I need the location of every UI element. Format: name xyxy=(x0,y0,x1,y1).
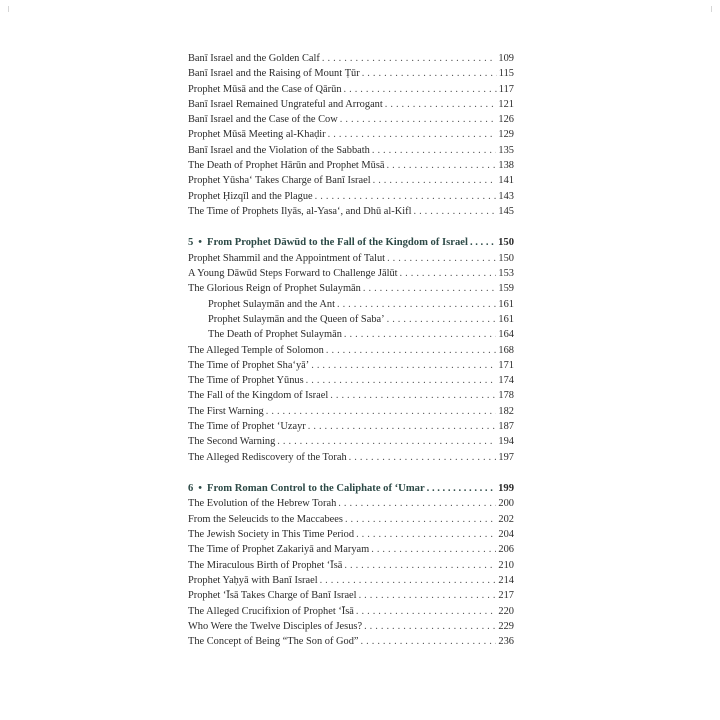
toc-entry[interactable] xyxy=(188,143,514,158)
chapter-number: 6 xyxy=(188,482,194,494)
toc-entry[interactable] xyxy=(188,373,514,388)
dot-leader xyxy=(470,235,496,251)
toc-entry-page: 145 xyxy=(498,205,514,217)
dot-leader xyxy=(413,204,496,219)
toc-group-1 xyxy=(188,51,514,219)
toc-entry-page: 171 xyxy=(498,359,514,371)
chapter-page: 150 xyxy=(498,237,514,249)
dot-leader xyxy=(326,343,497,358)
toc-entry-title: A Young Dāwūd Steps Forward to Challenge Jālūt xyxy=(188,268,398,280)
toc-entry[interactable] xyxy=(188,604,514,619)
dot-leader xyxy=(385,97,497,112)
toc-entry-title: The Evolution of the Hebrew Torah xyxy=(188,498,337,510)
toc-entry-page: 135 xyxy=(498,144,514,156)
toc-entry-title: The Jewish Society in This Time Period xyxy=(188,529,355,541)
dot-leader xyxy=(311,358,496,373)
toc-entry-page: 126 xyxy=(498,114,514,126)
toc-entry-title: The Time of Prophet Zakariyā and Maryam xyxy=(188,544,370,556)
dot-leader xyxy=(362,66,497,81)
chapter-heading-6[interactable] xyxy=(188,481,514,497)
toc-entry[interactable] xyxy=(188,634,514,649)
dot-leader xyxy=(337,297,496,312)
toc-entry-page: 161 xyxy=(498,313,514,325)
toc-entry-page: 194 xyxy=(498,436,514,448)
toc-entry[interactable] xyxy=(188,496,514,511)
dot-leader xyxy=(344,558,496,573)
toc-entry-page: 178 xyxy=(498,390,514,402)
toc-entry-page: 161 xyxy=(498,298,514,310)
toc-entry[interactable] xyxy=(188,97,514,112)
toc-entry[interactable] xyxy=(188,358,514,373)
dot-leader xyxy=(340,112,497,127)
toc-entry-title: The Glorious Reign of Prophet Sulaymān xyxy=(188,283,361,295)
dot-leader xyxy=(328,127,497,142)
toc-entry-page: 214 xyxy=(498,574,514,586)
chapter-bullet: • xyxy=(198,237,203,249)
toc-entry-page: 164 xyxy=(498,329,514,341)
toc-entry-title: Prophet Ḥizqīl and the Plague xyxy=(188,190,313,202)
toc-entry-page: 200 xyxy=(498,498,514,510)
toc-entry[interactable] xyxy=(188,558,514,573)
toc-entry-page: 206 xyxy=(498,544,514,556)
toc-entry-page: 129 xyxy=(498,129,514,141)
toc-entry[interactable] xyxy=(188,527,514,542)
dot-leader xyxy=(363,281,497,296)
toc-entry[interactable] xyxy=(188,343,514,358)
dot-leader xyxy=(359,588,497,603)
dot-leader xyxy=(371,542,496,557)
toc-entry[interactable] xyxy=(188,512,514,527)
toc-entry-page: 153 xyxy=(498,268,514,280)
toc-entry-title: Banī Israel and the Case of the Cow xyxy=(188,114,338,126)
chapter-heading-5[interactable] xyxy=(188,235,514,251)
toc-entry[interactable] xyxy=(188,542,514,557)
dot-leader xyxy=(373,173,497,188)
dot-leader xyxy=(387,158,497,173)
toc-entry-page: 117 xyxy=(498,83,514,95)
dot-leader xyxy=(387,312,497,327)
toc-entry-title: Prophet Sulaymān and the Queen of Saba’ xyxy=(208,313,385,325)
toc-entry[interactable] xyxy=(188,450,514,465)
dot-leader xyxy=(356,527,496,542)
toc-entry-page: 236 xyxy=(498,636,514,648)
dot-leader xyxy=(277,434,496,449)
toc-entry[interactable] xyxy=(188,204,514,219)
dot-leader xyxy=(338,496,496,511)
toc-entry-title: Prophet Yūsha‘ Takes Charge of Banī Israel xyxy=(188,175,371,187)
toc-entry-title: Prophet Shammil and the Appointment of Talut xyxy=(188,252,386,264)
toc-entry-title: Banī Israel and the Golden Calf xyxy=(188,53,320,64)
toc-entry-title: The First Warning xyxy=(188,405,264,417)
toc-entry-title: Banī Israel and the Raising of Mount Ṭūr xyxy=(188,68,360,80)
toc-group-3 xyxy=(188,496,514,649)
toc-group-2 xyxy=(188,251,514,465)
toc-entry[interactable] xyxy=(188,158,514,173)
toc-subentry[interactable] xyxy=(188,327,514,342)
toc-entry[interactable] xyxy=(188,251,514,266)
page-edge-mark xyxy=(711,6,712,12)
dot-leader xyxy=(315,189,497,204)
toc-entry-title: The Alleged Crucifixion of Prophet ‘Īsā xyxy=(188,605,354,617)
toc-entry-page: 210 xyxy=(498,559,514,571)
toc-entry-title: Prophet Yaḥyā with Banī Israel xyxy=(188,574,318,586)
toc-entry-page: 141 xyxy=(498,175,514,187)
toc-entry[interactable] xyxy=(188,619,514,634)
dot-leader xyxy=(344,327,497,342)
toc-entry[interactable] xyxy=(188,127,514,142)
dot-leader xyxy=(306,373,497,388)
toc-entry-title: The Miraculous Birth of Prophet ‘Īsā xyxy=(188,559,343,571)
dot-leader xyxy=(372,143,497,158)
toc-entry-title: Prophet Mūsā and the Case of Qārūn xyxy=(188,83,342,95)
dot-leader xyxy=(266,404,497,419)
toc-entry-page: 174 xyxy=(498,375,514,387)
toc-entry-title: The Time of Prophet Sha‘yā’ xyxy=(188,359,310,371)
toc-entry-page: 150 xyxy=(498,252,514,264)
toc-entry[interactable] xyxy=(188,588,514,603)
toc-entry-page: 202 xyxy=(498,513,514,525)
toc-entry[interactable] xyxy=(188,388,514,403)
table-of-contents xyxy=(188,51,514,649)
toc-entry[interactable] xyxy=(188,434,514,449)
page-edge-mark xyxy=(8,6,9,12)
toc-entry-title: The Time of Prophet ‘Uzayr xyxy=(188,421,306,433)
toc-entry-page: 187 xyxy=(498,421,514,433)
toc-entry-title: The Fall of the Kingdom of Israel xyxy=(188,390,329,402)
toc-entry-page: 182 xyxy=(498,405,514,417)
toc-entry[interactable] xyxy=(188,189,514,204)
toc-entry-page: 197 xyxy=(498,451,514,463)
toc-entry-page: 220 xyxy=(498,605,514,617)
toc-subentry[interactable] xyxy=(188,297,514,312)
toc-entry-page: 143 xyxy=(498,190,514,202)
dot-leader xyxy=(361,634,497,649)
toc-entry-page: 121 xyxy=(498,98,514,110)
toc-entry[interactable] xyxy=(188,281,514,296)
chapter-title: From Prophet Dāwūd to the Fall of the Kingdom of Israel xyxy=(207,237,468,249)
chapter-bullet: • xyxy=(198,482,203,494)
dot-leader xyxy=(400,266,497,281)
toc-entry-title: Banī Israel and the Violation of the Sabbath xyxy=(188,144,370,156)
chapter-number: 5 xyxy=(188,237,194,249)
toc-entry-title: The Time of Prophets Ilyās, al-Yasa‘, and Dhū al-Kifl xyxy=(188,205,412,217)
toc-entry-title: Prophet Mūsā Meeting al-Khaḍir xyxy=(188,129,326,141)
chapter-title: From Roman Control to the Caliphate of ‘Umar xyxy=(207,482,425,494)
dot-leader xyxy=(344,82,497,97)
toc-entry-title: From the Seleucids to the Maccabees xyxy=(188,513,343,525)
toc-entry[interactable] xyxy=(188,112,514,127)
dot-leader xyxy=(345,512,496,527)
dot-leader xyxy=(322,51,497,66)
toc-entry-title: Banī Israel Remained Ungrateful and Arrogant xyxy=(188,98,383,110)
toc-entry-title: The Death of Prophet Sulaymān xyxy=(208,329,342,341)
toc-entry-page: 138 xyxy=(498,160,514,172)
dot-leader xyxy=(356,604,496,619)
toc-entry-page: 229 xyxy=(498,620,514,632)
toc-entry[interactable] xyxy=(188,419,514,434)
toc-entry-title: The Concept of Being “The Son of God” xyxy=(188,636,359,648)
dot-leader xyxy=(364,619,496,634)
toc-entry[interactable] xyxy=(188,51,514,66)
chapter-page: 199 xyxy=(498,482,514,494)
dot-leader xyxy=(387,251,496,266)
toc-entry[interactable] xyxy=(188,66,514,81)
toc-entry-page: 168 xyxy=(498,344,514,356)
dot-leader xyxy=(330,388,496,403)
toc-entry-title: The Death of Prophet Hārūn and Prophet Mūsā xyxy=(188,160,385,172)
dot-leader xyxy=(349,450,497,465)
toc-entry-page: 217 xyxy=(498,590,514,602)
toc-entry-title: The Alleged Temple of Solomon xyxy=(188,344,324,356)
toc-entry-page: 115 xyxy=(498,68,514,80)
toc-entry-page: 109 xyxy=(498,53,514,64)
dot-leader xyxy=(308,419,497,434)
toc-entry-title: The Time of Prophet Yūnus xyxy=(188,375,304,387)
toc-entry[interactable] xyxy=(188,404,514,419)
toc-entry[interactable] xyxy=(188,173,514,188)
dot-leader xyxy=(320,573,497,588)
toc-entry[interactable] xyxy=(188,573,514,588)
toc-entry-page: 159 xyxy=(498,283,514,295)
toc-entry-title: Who Were the Twelve Disciples of Jesus? xyxy=(188,620,363,632)
toc-entry[interactable] xyxy=(188,82,514,97)
toc-entry-title: Prophet Sulaymān and the Ant xyxy=(208,298,335,310)
toc-entry-title: The Alleged Rediscovery of the Torah xyxy=(188,451,347,463)
toc-entry-title: The Second Warning xyxy=(188,436,276,448)
toc-entry[interactable] xyxy=(188,266,514,281)
toc-subentry[interactable] xyxy=(188,312,514,327)
toc-entry-title: Prophet ‘Īsā Takes Charge of Banī Israel xyxy=(188,590,357,602)
dot-leader xyxy=(427,481,496,497)
toc-entry-page: 204 xyxy=(498,529,514,541)
